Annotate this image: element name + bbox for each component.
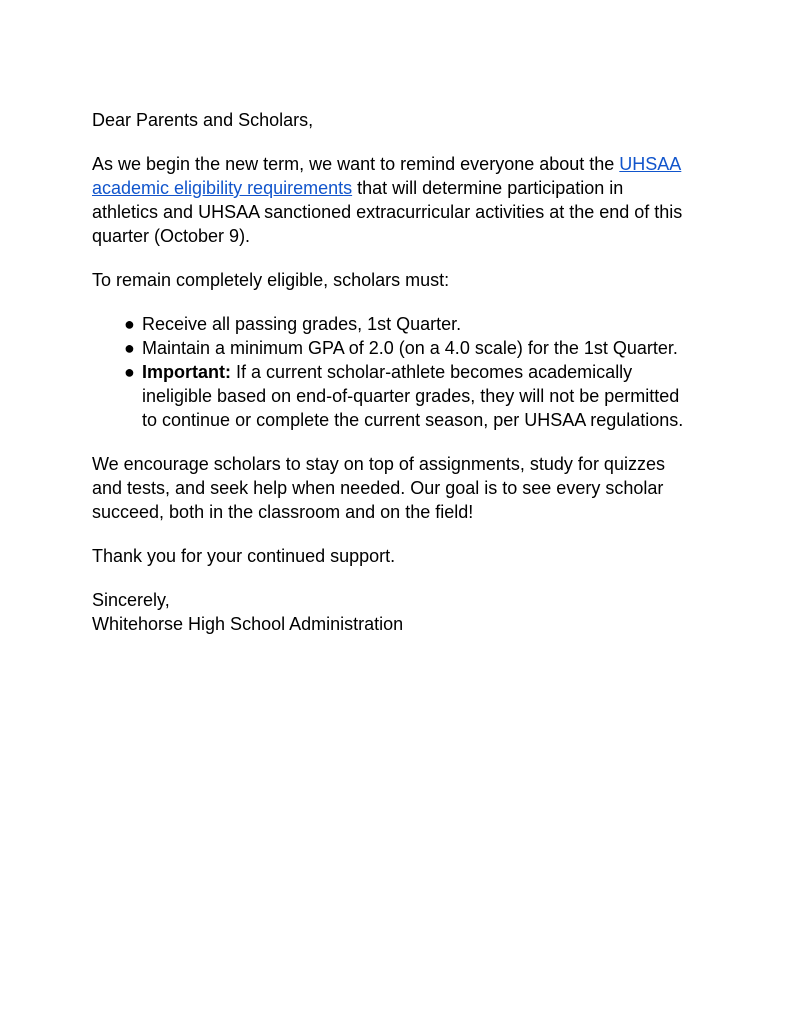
bullet-icon: ● — [124, 338, 135, 358]
list-item-emphasis: Important: — [142, 362, 231, 382]
bullet-icon: ● — [124, 314, 135, 334]
bullet-icon: ● — [124, 362, 135, 382]
list-item — [92, 336, 692, 360]
list-item-text: If a current scholar-athlete becomes academically ineligible based on end-of-quarter grades, they will not be permitted to continue or complete the current season, per UHSAA regulations. — [142, 362, 684, 430]
thanks-paragraph: Thank you for your continued support. — [92, 546, 396, 566]
intro-paragraph — [92, 152, 692, 248]
intro-text-before-link: As we begin the new term, we want to remind everyone about the — [92, 154, 620, 174]
list-item-text: Maintain a minimum GPA of 2.0 (on a 4.0 scale) for the 1st Quarter. — [142, 338, 678, 358]
requirements-list — [92, 312, 692, 432]
encouragement-paragraph: We encourage scholars to stay on top of assignments, study for quizzes and tests, and seek help when needed. Our goal is to see every scholar succeed, both in the classroom and on the field! — [92, 454, 665, 522]
salutation: Dear Parents and Scholars, — [92, 110, 314, 130]
signature-line — [92, 612, 692, 636]
list-lead-in: To remain completely eligible, scholars must: — [92, 270, 450, 290]
closing-text: Sincerely, — [92, 590, 170, 610]
signature-text: Whitehorse High School Administration — [92, 614, 404, 634]
list-item — [92, 312, 692, 336]
intro-text-after-link: that will determine participation in athletics and UHSAA sanctioned extracurricular activities at the end of this quarter (October 9). — [92, 178, 683, 246]
letter-body — [92, 108, 692, 656]
list-item-text: Receive all passing grades, 1st Quarter. — [142, 314, 462, 334]
uhsaa-eligibility-link[interactable]: UHSAA academic eligibility requirements — [92, 154, 682, 198]
closing-line — [92, 588, 692, 612]
list-item — [92, 360, 692, 432]
